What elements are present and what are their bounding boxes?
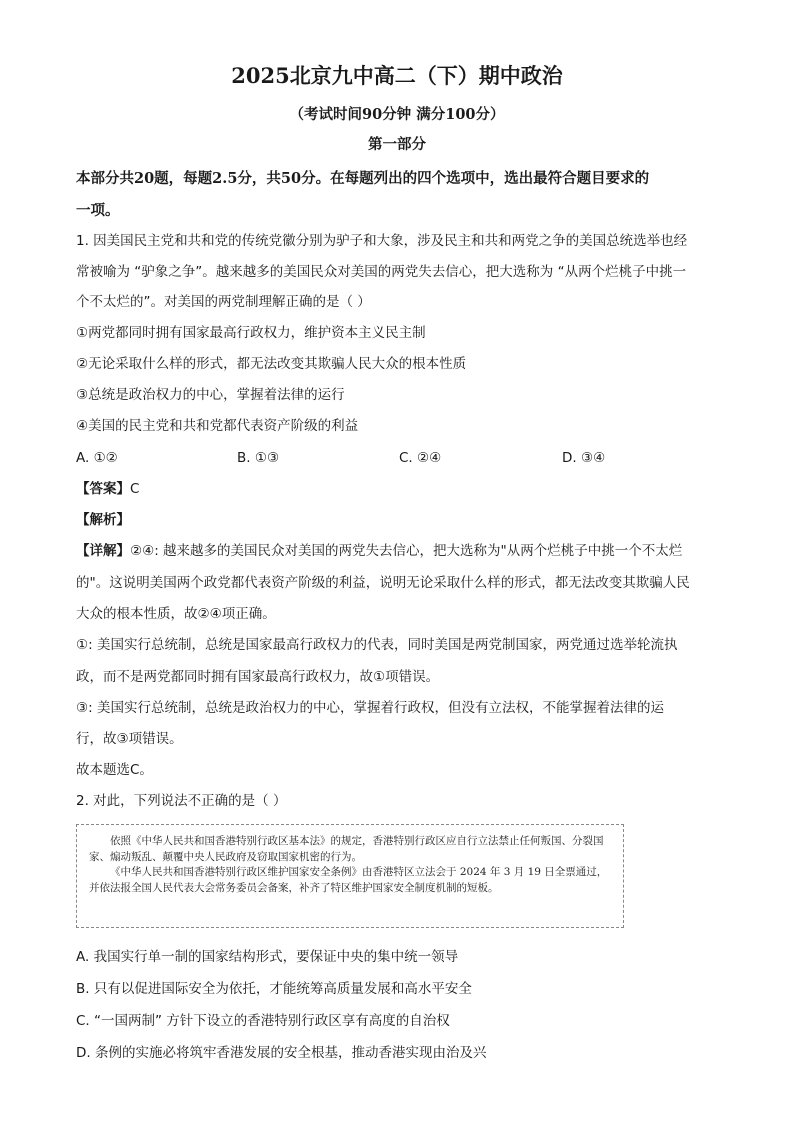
q1-option-b: B. ①③: [237, 450, 280, 466]
section-instructions: [76, 163, 724, 227]
q1-detail-line: 大众的根本性质，故②④项正确。: [76, 606, 276, 622]
analysis-label: 【解析】: [76, 512, 130, 528]
q1-statement: ④美国的民主党和共和党都代表资产阶级的利益: [76, 418, 359, 434]
answer-value: C: [130, 481, 140, 497]
answer-label: 【答案】: [76, 481, 130, 497]
exam-duration-note: （考试时间90分钟 满分100分）: [289, 106, 505, 123]
q1-option-a: A. ①②: [76, 450, 118, 466]
q2-material-box: [76, 824, 624, 928]
q1-analysis-label: [76, 510, 724, 530]
q2-option-d: D. 条例的实施必将筑牢香港发展的安全根基，推动香港实现由治及兴: [76, 1045, 487, 1061]
q1-detail-line: [76, 541, 724, 561]
q2-option-c: C. “一国两制” 方针下设立的香港特别行政区享有高度的自治权: [76, 1013, 450, 1029]
q1-wrong-1-line: 政，而不是两党都同时拥有国家最高行政权力，故①项错误。: [76, 669, 440, 685]
q1-wrong-3-line: 行，故③项错误。: [76, 731, 183, 747]
page-title: 2025北京九中高二（下）期中政治: [231, 63, 563, 88]
q1-stem-line: 常被喻为 “驴象之争”。越来越多的美国民众对美国的两党失去信心，把大选称为 “从两个烂桃子中挑一: [76, 264, 687, 280]
q2-option-b: B. 只有以促进国际安全为依托，才能统筹高质量发展和高水平安全: [76, 981, 472, 997]
detail-text: ②④: 越来越多的美国民众对美国的两党失去信心，把大选称为"从两个烂桃子中挑一个不太烂: [130, 543, 683, 559]
q1-wrong-3-line: ③: 美国实行总统制，总统是政治权力的中心，掌握着行政权，但没有立法权，不能掌握着法律的运: [76, 700, 664, 716]
material-paragraph: 依照《中华人民共和国香港特别行政区基本法》的规定，香港特别行政区应自行立法禁止任何叛国、分裂国家、煽动叛乱、颠覆中央人民政府及窃取国家机密的行为。: [89, 835, 604, 863]
q1-stem-line: 个不太烂的”。对美国的两党制理解正确的是（ ）: [76, 294, 371, 310]
instructions-line: 本部分共20题，每题2.5分，共50分。在每题列出的四个选项中，选出最符合题目要求的: [76, 170, 650, 187]
material-paragraph: 《中华人民共和国香港特别行政区维护国家安全条例》由香港特区立法会于 2024 年 3 月 19 日全票通过，并依法报全国人民代表大会常务委员会备案，补齐了特区维护国家安全制度机制的短板。: [89, 866, 608, 894]
instructions-line: 一项。: [76, 202, 120, 219]
section-heading: 第一部分: [368, 136, 426, 153]
q1-statement: ①两党都同时拥有国家最高行政权力，维护资本主义民主制: [76, 325, 426, 341]
q2-option-a: A. 我国实行单一制的国家结构形式，要保证中央的集中统一领导: [76, 949, 459, 965]
detail-label: 【详解】: [76, 543, 130, 559]
q1-detail-line: 的"。这说明美国两个政党都代表资产阶级的利益，说明无论采取什么样的形式，都无法改变其欺骗人民: [76, 575, 690, 591]
q1-statement: ③总统是政治权力的中心，掌握着法律的运行: [76, 387, 345, 403]
q1-option-d: D. ③④: [562, 450, 606, 466]
q2-stem: 2. 对此，下列说法不正确的是（ ）: [76, 793, 287, 809]
q1-statement: ②无论采取什么样的形式，都无法改变其欺骗人民大众的根本性质: [76, 356, 467, 372]
q1-answer: [76, 479, 724, 499]
q1-option-c: C. ②④: [399, 450, 442, 466]
q1-stem-line: 1. 因美国民主党和共和党的传统党徽分别为驴子和大象，涉及民主和共和两党之争的美国总统选举也经: [76, 233, 688, 249]
q1-conclusion: 故本题选C。: [76, 762, 153, 778]
q1-wrong-1-line: ①: 美国实行总统制，总统是国家最高行政权力的代表，同时美国是两党制国家，两党通过选举轮流执: [76, 637, 678, 653]
